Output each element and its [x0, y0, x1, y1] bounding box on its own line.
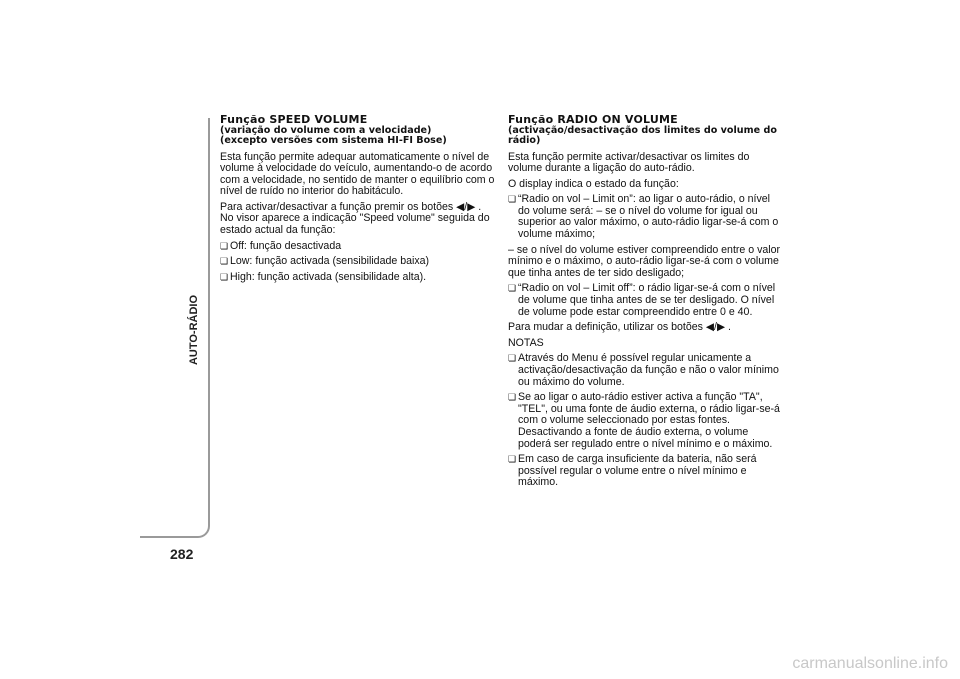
- change-setting-instruction: Para mudar a definição, utilizar os botões ◀/▶ .: [508, 321, 731, 334]
- speed-volume-instructions: Para activar/desactivar a função premir os botões ◀/▶ . No visor aparece a indicação "Speed volume" seguida do estado actual da função:: [220, 200, 490, 237]
- list-item: ❏ Off: função desactivada: [220, 241, 495, 253]
- list-item: ❏ Em caso de carga insuficiente da bateria, não será possível regular o volume entre o nível mínimo e máximo.: [508, 454, 783, 489]
- speed-volume-states: [220, 241, 495, 284]
- list-item: ❏ Low: função activada (sensibilidade baixa): [220, 256, 495, 268]
- page-number: 282: [170, 546, 194, 562]
- limit-on-continuation: – se o nível do volume estiver compreendido entre o valor mínimo e o máximo, o auto-rádio ligar-se-á com o volume que tinha antes de ter sido desligado;: [508, 243, 781, 279]
- list-item: ❏ “Radio on vol – Limit on”: ao ligar o auto-rádio, o nível do volume será: – se o nível do volume for igual ou superior ao valor máximo, o auto-rádio ligar-se-á com o volume máximo;: [508, 194, 783, 240]
- radio-on-volume-states-2: [508, 283, 783, 318]
- speed-volume-subtitle: [220, 126, 495, 147]
- radio-on-volume-states: [508, 194, 783, 240]
- list-item: ❏ Através do Menu é possível regular unicamente a activação/desactivação da função e não o valor mínimo ou máximo do volume.: [508, 353, 783, 388]
- section-tab-label: AUTO-RÁDIO: [188, 294, 201, 366]
- watermark: carmanualsonline.info: [792, 655, 948, 672]
- speed-volume-subtitle-line-2: (excepto versões com sistema HI-FI Bose): [220, 135, 447, 146]
- display-state-intro: O display indica o estado da função:: [508, 177, 679, 190]
- radio-on-volume-subtitle: (activação/desactivação dos limites do volume do rádio): [508, 124, 777, 146]
- list-item: ❏ “Radio on vol – Limit off”: o rádio ligar-se-á com o nível de volume que tinha antes de se ter desligado. O nível de volume pode estar compreendido entre 0 e 40.: [508, 283, 783, 318]
- radio-on-volume-title: Função RADIO ON VOLUME: [508, 113, 678, 126]
- notes-label: NOTAS: [508, 336, 544, 349]
- list-item: ❏ Se ao ligar o auto-rádio estiver activa a função "TA", "TEL", ou uma fonte de áudio externa, o rádio ligar-se-á com o volume seleccionado por estas fontes. Desactivando a fonte de áudio externa, o volume poderá ser regulado entre o nível mínimo e o máximo.: [508, 392, 783, 450]
- right-column: [508, 114, 783, 493]
- section-tab: [185, 294, 203, 366]
- list-item: ❏ High: função activada (sensibilidade alta).: [220, 272, 495, 284]
- speed-volume-description: Esta função permite adequar automaticamente o nível de volume à velocidade do veículo, aumentando-o de acordo com a velocidade, no sentido de manter o equilíbrio com o nível de ruído no interior do habitáculo.: [220, 150, 495, 198]
- speed-volume-title: Função SPEED VOLUME: [220, 113, 368, 126]
- radio-on-volume-description: Esta função permite activar/desactivar os limites do volume durante a ligação do auto-rádio.: [508, 150, 750, 175]
- left-column: [220, 114, 495, 287]
- notes-list: [508, 353, 783, 489]
- speed-volume-subtitle-line-1: (variação do volume com a velocidade): [220, 124, 432, 136]
